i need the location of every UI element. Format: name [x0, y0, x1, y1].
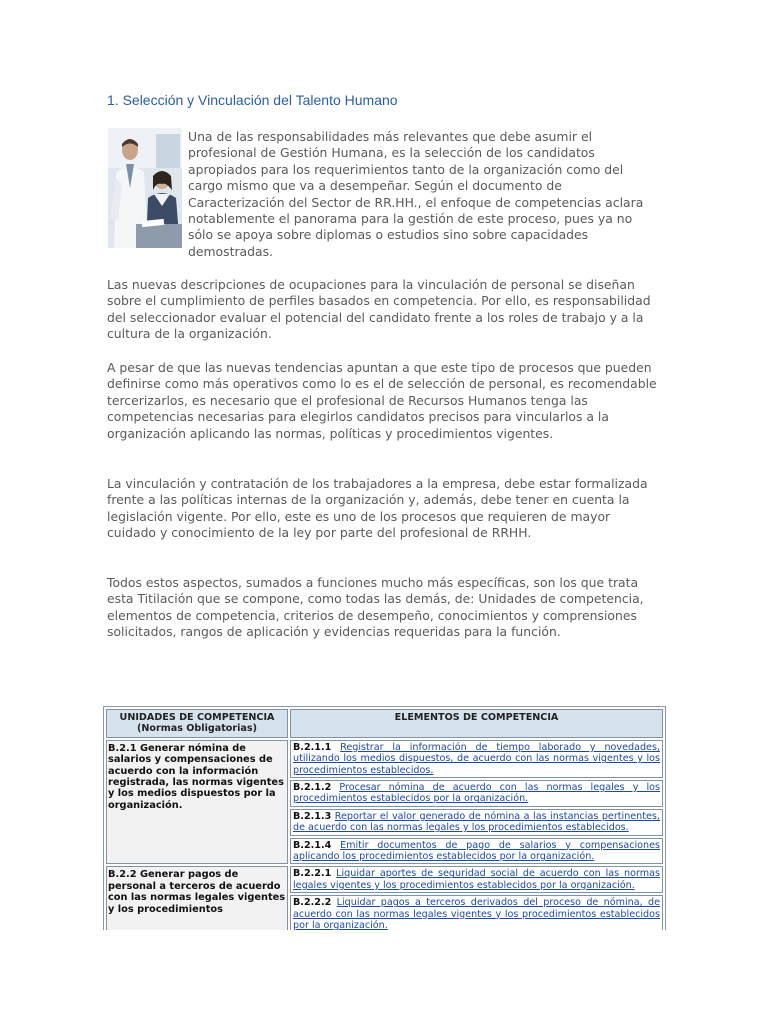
element-b214 — [290, 838, 663, 865]
office-photo-illustration — [108, 128, 182, 248]
element-b211 — [290, 740, 663, 778]
element-code: B.2.2.2 — [293, 897, 332, 909]
element-code: B.2.1.1 — [293, 741, 332, 753]
table-row — [106, 740, 663, 778]
office-photo — [108, 128, 182, 248]
element-link[interactable]: Reportar el valor generado de nómina a las instancias pertinentes, de acuerdo con las normas legales y los procedimientos establecidos. — [293, 810, 660, 834]
element-b212 — [290, 780, 663, 807]
element-b221 — [290, 866, 663, 893]
header-units — [106, 709, 288, 738]
paragraph-trends: A pesar de que las nuevas tendencias apuntan a que este tipo de procesos que pueden definirse como más operativos como lo es el de selección de personal, es recomendable tercerizarlos, es necesario que el profesional de Recursos Humanos tenga las competencias necesarias para elegirlos candidatos precisos para vincularlos a la organización aplicando las normas, políticas y procedimientos vigentes. — [107, 360, 657, 441]
paragraph-intro: Una de las responsabilidades más relevantes que debe asumir el profesional de Gestión Humana, es la selección de los candidatos apropiados para los requerimientos tanto de la organización como del cargo mismo que va a desempeñar. Según el documento de Caracterización del Sector de RR.HH., el enfoque de competencias aclara notablemente el panorama para la gestión de este proceso, pues ya no sólo se apoya sobre diplomas o estudios sino sobre capacidades demostradas. — [188, 129, 644, 259]
table-row — [106, 866, 663, 893]
element-code: B.2.2.1 — [293, 868, 332, 880]
element-link[interactable]: Registrar la información de tiempo laborado y novedades, utilizando los medios dispuestos, de acuerdo con las normas vigentes y los procedimientos establecidos. — [293, 741, 660, 776]
header-elements: ELEMENTOS DE COMPETENCIA — [290, 709, 663, 738]
header-units-label: UNIDADES DE COMPETENCIA — [119, 712, 275, 723]
element-b213 — [290, 809, 663, 836]
competency-table — [103, 706, 666, 930]
element-code: B.2.1.4 — [293, 839, 332, 851]
competency-table-wrapper — [103, 706, 666, 930]
paragraph-hiring: La vinculación y contratación de los trabajadores a la empresa, debe estar formalizada frente a las políticas internas de la organización y, además, debe tener en cuenta la legislación vigente. Por ello, este es uno de los procesos que requieren de mayor cuidado y conocimiento de la ley por parte del profesional de RRHH. — [107, 476, 648, 541]
header-units-sublabel: (Normas Obligatorias) — [137, 723, 257, 735]
element-b222 — [290, 895, 663, 930]
unit-b22: B.2.2 Generar pagos de personal a terceros de acuerdo con las normas legales vigentes y los procedimientos — [106, 866, 288, 930]
paragraph-descriptions: Las nuevas descripciones de ocupaciones para la vinculación de personal se diseñan sobre el cumplimiento de perfiles basados en competencia. Por ello, es responsabilidad del seleccionador evaluar el potencial del candidato frente a los roles de trabajo y a la cultura de la organización. — [107, 277, 651, 342]
element-link[interactable]: Emitir documentos de pago de salarios y compensaciones aplicando los procedimientos establecidos por la organización. — [293, 839, 660, 863]
table-header-row — [106, 709, 663, 738]
element-link[interactable]: Liquidar pagos a terceros derivados del proceso de nómina, de acuerdo con las normas legales vigentes y los procedimientos establecidos por la organización. — [293, 897, 660, 930]
paragraph-aspects: Todos estos aspectos, sumados a funciones mucho más específicas, son los que trata esta Titilación que se compone, como todas las demás, de: Unidades de competencia, elementos de competencia, criterios de desempeño, conocimientos y comprensiones solicitados, rangos de aplicación y evidencias requeridas para la función. — [107, 575, 644, 640]
element-link[interactable]: Procesar nómina de acuerdo con las normas legales y los procedimientos establecidos por la organización. — [293, 782, 660, 805]
section-title: 1. Selección y Vinculación del Talento Humano — [107, 92, 398, 108]
element-code: B.2.1.2 — [293, 782, 332, 794]
unit-b21: B.2.1 Generar nómina de salarios y compensaciones de acuerdo con la información registrada, las normas vigentes y los medios dispuestos por la organización. — [106, 740, 288, 865]
element-link[interactable]: Liquidar aportes de seguridad social de acuerdo con las normas legales vigentes y los procedimientos establecidos por la organización. — [293, 868, 660, 891]
element-code: B.2.1.3 — [293, 810, 332, 822]
